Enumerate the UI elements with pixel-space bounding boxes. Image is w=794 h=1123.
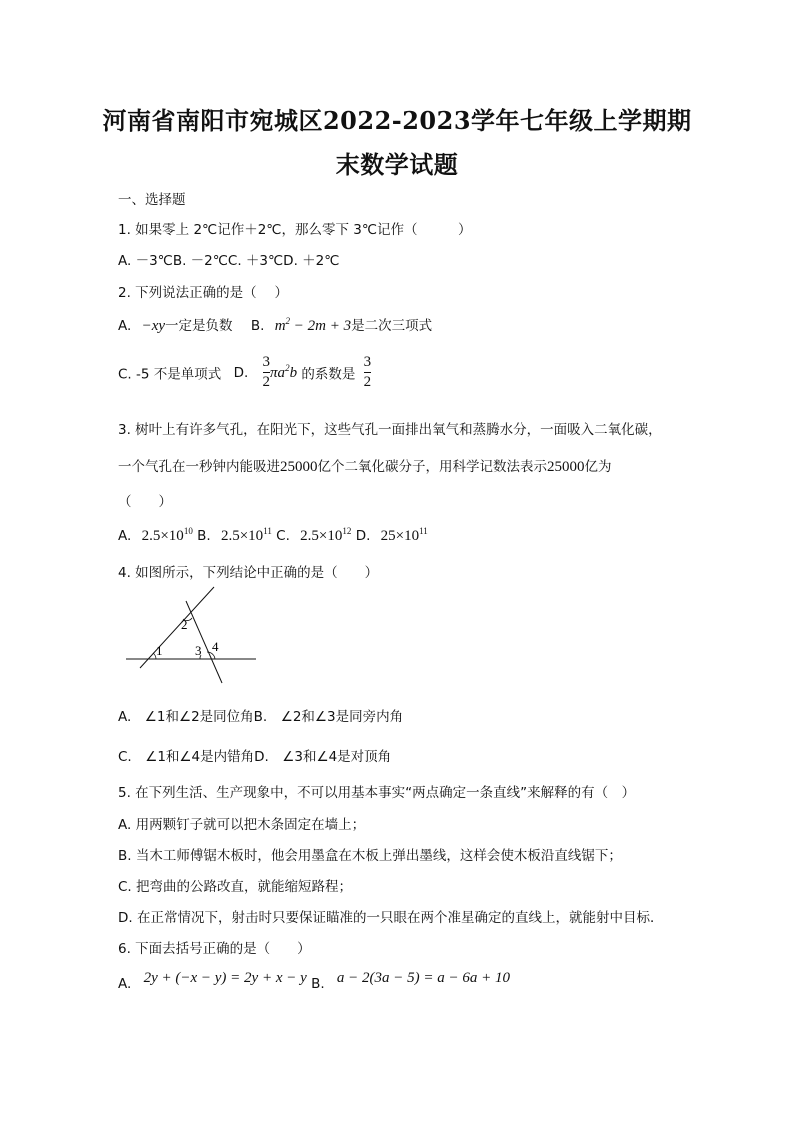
question-5-option-a: A. 用两颗钉子就可以把木条固定在墙上； xyxy=(118,817,366,833)
option-a-expression: 2y + (−x − y) = 2y + x − y xyxy=(143,970,307,986)
option-d-label: D. xyxy=(233,364,249,381)
question-1-stem: 1. 如果零上 2℃记作＋2℃，那么零下 3℃记作（ ） xyxy=(118,222,472,238)
angle-label-1: 1 xyxy=(156,643,163,658)
number-25000: 25000 xyxy=(280,459,318,475)
question-5-stem: 5. 在下列生活、生产现象中，不可以用基本事实“两点确定一条直线”来解释的有（ ） xyxy=(118,785,636,801)
question-3-options: A. $2.5\times 10^{10}$ B. $2.5\times 10^{11}$ C. $2.5\times 10^{12}$ D. $25\times 10^{11}$ xyxy=(118,526,428,544)
question-3-line3: （ ） xyxy=(118,494,172,510)
option-b-value: $2.5\times 10^{11}$ xyxy=(220,526,272,544)
question-6-stem: 6. 下面去括号正确的是（ ） xyxy=(118,941,311,957)
question-4-stem: 4. 如图所示，下列结论中正确的是（ ） xyxy=(118,565,379,581)
question-5-option-d: D. 在正常情况下，射击时只要保证瞄准的一只眼在两个准星确定的直线上，就能射中目标． xyxy=(118,910,664,926)
option-a-label: A. xyxy=(118,318,132,334)
option-a-expression: −xy xyxy=(141,318,166,334)
angle-diagram xyxy=(122,583,262,688)
question-1-options: A. －3℃B. －2℃C. ＋3℃D. ＋2℃ xyxy=(118,253,340,269)
question-5-option-b: B. 当木工师傅锯木板时，他会用墨盒在木板上弹出墨线，这样会使木板沿直线锯下； xyxy=(118,848,622,864)
exam-title-line2: 末数学试题 xyxy=(335,150,459,179)
question-6-options: A. 2y + (−x − y) = 2y + x − y B. a − 2(3a − 5) = a − 6a + 10 xyxy=(118,970,511,992)
question-5-option-c: C. 把弯曲的公路改直，就能缩短路程； xyxy=(118,879,353,895)
option-b-expression: $m^2 - 2m + 3$ xyxy=(274,316,352,334)
angle-label-3: 3 xyxy=(195,643,202,658)
question-4-options-ab: A. ∠1和∠2是同位角B. ∠2和∠3是同旁内角 xyxy=(118,709,404,725)
slanted-line-left xyxy=(140,587,214,668)
option-a-value: $2.5\times 10^{10}$ xyxy=(141,526,193,544)
exam-title-line1: 河南省南阳市宛城区2022-2023学年七年级上学期期 xyxy=(102,106,692,135)
question-2-options-cd xyxy=(118,355,371,390)
angle-label-4: 4 xyxy=(212,639,219,654)
option-d-value: $25\times 10^{11}$ xyxy=(380,526,428,544)
option-d-text: 的系数是 xyxy=(301,366,356,383)
question-2-options-ab xyxy=(118,314,432,335)
option-b-label: B. xyxy=(250,318,265,334)
number-25000: 25000 xyxy=(547,459,585,475)
question-4-options-cd: C. ∠1和∠4是内错角D. ∠3和∠4是对顶角 xyxy=(118,749,392,765)
option-d-answer-fraction: $\frac{3}{2}$ xyxy=(363,354,372,390)
question-3-line2: 一个气孔在一秒钟内能吸进25000亿个二氧化碳分子，用科学记数法表示25000亿为 xyxy=(118,459,612,475)
option-b-text: 是二次三项式 xyxy=(351,318,433,334)
option-c-text: C. -5 不是单项式 xyxy=(118,366,222,383)
section-heading: 一、选择题 xyxy=(118,192,186,208)
option-d-fraction: $\frac{3}{2}$ xyxy=(262,354,271,390)
option-b-expression: a − 2(3a − 5) = a − 6a + 10 xyxy=(336,970,511,986)
angle-label-2: 2 xyxy=(181,617,188,632)
question-3-line1: 3. 树叶上有许多气孔，在阳光下，这些气孔一面排出氧气和蒸腾水分，一面吸入二氧化碳， xyxy=(118,422,662,438)
option-a-text: 一定是负数 xyxy=(165,318,233,334)
question-2-stem: 2. 下列说法正确的是（ ） xyxy=(118,285,288,301)
option-c-value: $2.5\times 10^{12}$ xyxy=(300,526,352,544)
option-d-expression: $\pi a^2b$ xyxy=(270,363,298,381)
